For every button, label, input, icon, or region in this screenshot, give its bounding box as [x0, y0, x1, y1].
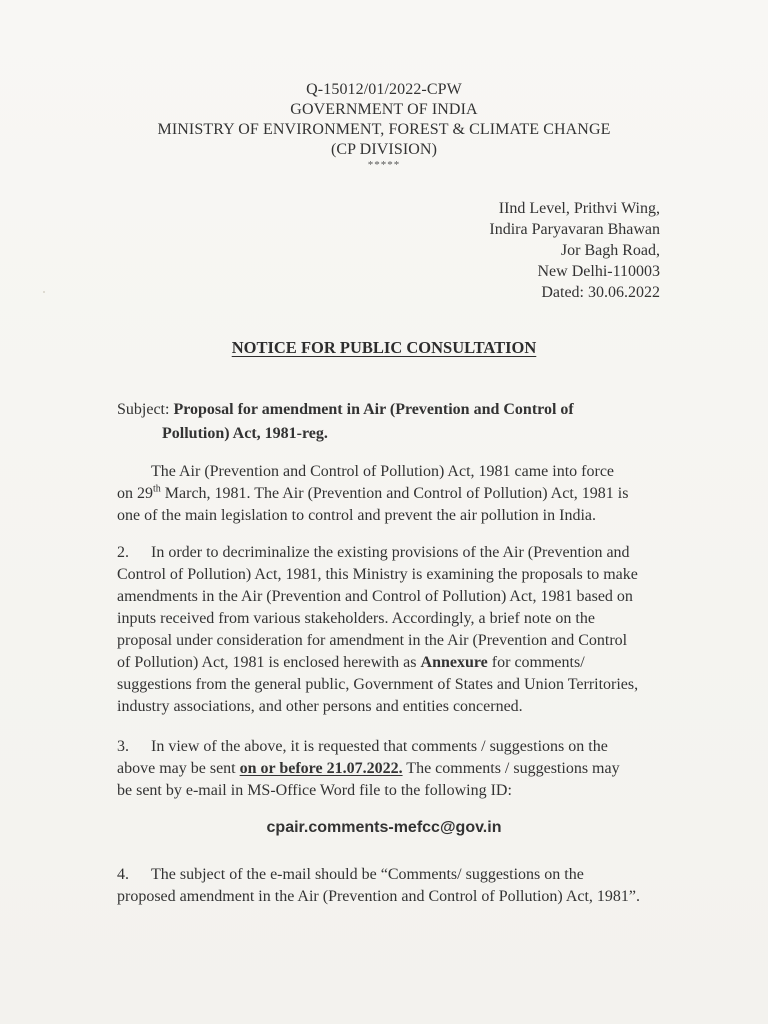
- separator-stars: *****: [367, 159, 401, 171]
- division-name: (CP DIVISION): [330, 141, 438, 158]
- paragraph-3-number: 3.: [117, 738, 129, 755]
- email-address[interactable]: [0, 819, 768, 837]
- paragraph-1-line-3: one of the main legislation to control and prevent the air pollution in India.: [117, 507, 596, 524]
- subject-label: Subject:: [117, 401, 174, 418]
- annexure-label: Annexure: [420, 654, 488, 671]
- paragraph-4-line-2: proposed amendment in the Air (Prevention and Control of Pollution) Act, 1981”.: [117, 888, 641, 905]
- paragraph-2-line-8: industry associations, and other persons and entities concerned.: [117, 698, 523, 715]
- document-header: [0, 80, 768, 170]
- address-line-3: Jor Bagh Road,: [560, 242, 660, 259]
- paragraph-2-line-2: Control of Pollution) Act, 1981, this Ministry is examining the proposals to make: [117, 566, 638, 583]
- subject-line-2: Pollution) Act, 1981-reg.: [162, 425, 328, 442]
- paragraph-4-line-1: 4. The subject of the e-mail should be “Comments/ suggestions on the: [117, 864, 673, 886]
- paragraph-2: [117, 542, 669, 718]
- paragraph-2-line-7: suggestions from the general public, Government of States and Union Territories,: [117, 676, 639, 693]
- paragraph-1-line-1: The Air (Prevention and Control of Pollution) Act, 1981 came into force: [151, 463, 615, 480]
- deadline-date: on or before 21.07.2022.: [239, 760, 403, 777]
- subject-block: [117, 398, 687, 446]
- date-line: Dated: 30.06.2022: [541, 284, 660, 301]
- paragraph-3-line-3: be sent by e-mail in MS-Office Word file to the following ID:: [117, 782, 512, 799]
- address-line-2: Indira Paryavaran Bhawan: [489, 221, 660, 238]
- address-line-1: IInd Level, Prithvi Wing,: [498, 200, 660, 217]
- paragraph-2-line-5: proposal under consideration for amendment in the Air (Prevention and Control: [117, 632, 628, 649]
- notice-title: [0, 337, 768, 359]
- paragraph-1-line-2: on 29th March, 1981. The Air (Prevention and Control of Pollution) Act, 1981 is: [117, 483, 629, 502]
- government-name: GOVERNMENT OF INDIA: [290, 101, 478, 118]
- ministry-name: MINISTRY OF ENVIRONMENT, FOREST & CLIMATE CHANGE: [157, 121, 611, 138]
- paragraph-4: [117, 864, 673, 908]
- paragraph-2-number: 2.: [117, 544, 129, 561]
- paragraph-2-line-1: 2. In order to decriminalize the existing provisions of the Air (Prevention and: [117, 542, 669, 564]
- email-text[interactable]: cpair.comments-mefcc@gov.in: [266, 819, 502, 836]
- paragraph-1: [117, 461, 668, 527]
- notice-title-text: NOTICE FOR PUBLIC CONSULTATION: [231, 338, 537, 357]
- subject-line-1: Proposal for amendment in Air (Prevention and Control of: [173, 401, 574, 418]
- paragraph-4-number: 4.: [117, 866, 129, 883]
- paragraph-3: [117, 736, 672, 802]
- paragraph-3-line-2: above may be sent on or before 21.07.2022. The comments / suggestions may: [117, 760, 620, 777]
- paragraph-2-line-6: of Pollution) Act, 1981 is enclosed herewith as Annexure for comments/: [117, 654, 585, 671]
- paragraph-2-line-4: inputs received from various stakeholders. Accordingly, a brief note on the: [117, 610, 595, 627]
- paragraph-3-line-1: 3. In view of the above, it is requested that comments / suggestions on the: [117, 736, 672, 758]
- address-block: [489, 198, 660, 303]
- address-line-4: New Delhi-110003: [537, 263, 660, 280]
- file-number: Q-15012/01/2022-CPW: [306, 81, 462, 98]
- paragraph-2-line-3: amendments in the Air (Prevention and Control of Pollution) Act, 1981 based on: [117, 588, 633, 605]
- scan-speck: [43, 291, 45, 293]
